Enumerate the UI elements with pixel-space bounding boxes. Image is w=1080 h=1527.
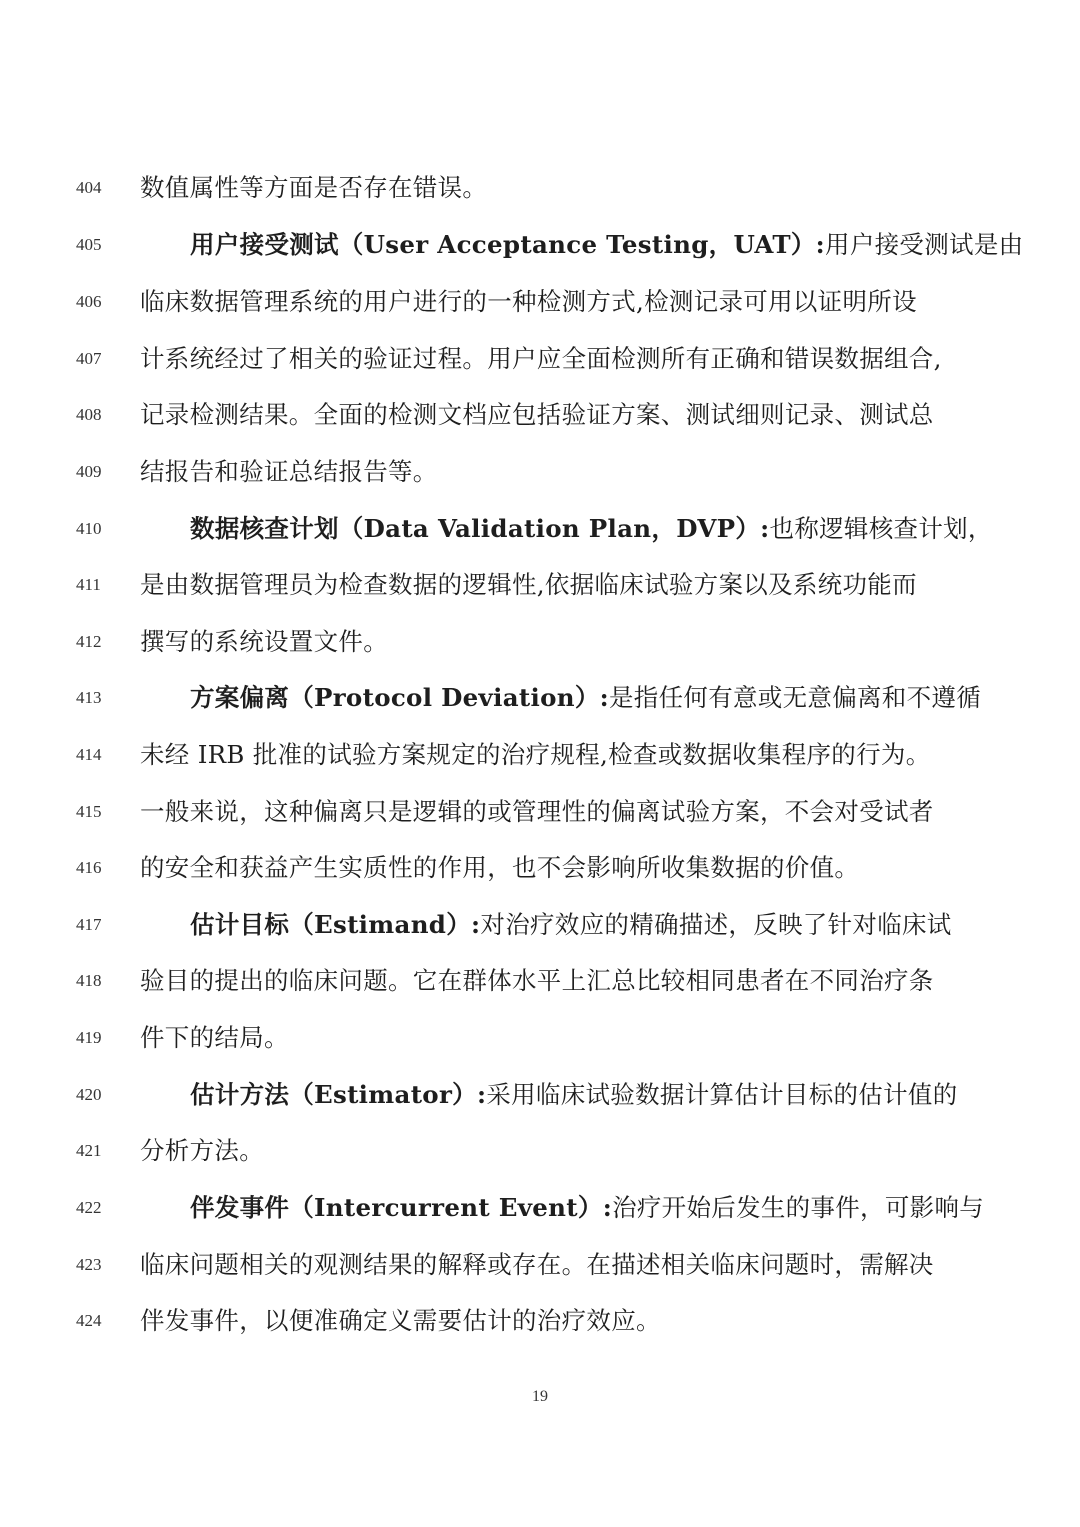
line-number: 408 (76, 405, 102, 424)
line-number: 411 (76, 575, 101, 594)
line-number: 419 (76, 1028, 102, 1047)
line-number: 422 (76, 1198, 102, 1217)
line-number: 410 (76, 519, 102, 538)
line-text: 临床问题相关的观测结果的解释或存在。在描述相关临床问题时，需解决 (140, 1250, 934, 1279)
line-text: 采用临床试验数据计算估计目标的估计值的 (486, 1080, 958, 1109)
line-number: 424 (76, 1311, 102, 1330)
line-text: 是由数据管理员为检查数据的逻辑性,依据临床试验方案以及系统功能而 (140, 570, 917, 599)
line-text: 的安全和获益产生实质性的作用，也不会影响所收集数据的价值。 (140, 853, 860, 882)
line-text: 伴发事件，以便准确定义需要估计的治疗效应。 (140, 1306, 661, 1335)
text-line (0, 282, 1080, 322)
text-line (0, 168, 1080, 208)
line-number: 405 (76, 235, 102, 254)
line-text: 用户接受测试是由 (825, 230, 1024, 259)
text-line (0, 565, 1080, 605)
line-number: 420 (76, 1085, 102, 1104)
text-line (0, 1301, 1080, 1341)
line-text: 件下的结局。 (140, 1023, 289, 1052)
text-line (0, 395, 1080, 435)
text-line (0, 848, 1080, 888)
text-line (0, 622, 1080, 662)
line-text: 撰写的系统设置文件。 (140, 627, 388, 656)
text-line (0, 1075, 1080, 1115)
definition-term: 估计方法（Estimator）: (190, 1080, 487, 1109)
line-text: 记录检测结果。全面的检测文档应包括验证方案、测试细则记录、测试总 (140, 400, 934, 429)
text-line (0, 1018, 1080, 1058)
line-number: 415 (76, 802, 102, 821)
text-line (0, 735, 1080, 775)
line-number: 406 (76, 292, 102, 311)
line-number: 417 (76, 915, 102, 934)
line-number: 423 (76, 1255, 102, 1274)
text-line (0, 1188, 1080, 1228)
line-number: 407 (76, 349, 102, 368)
text-line (0, 1131, 1080, 1171)
line-number: 413 (76, 688, 102, 707)
line-text: 结报告和验证总结报告等。 (140, 457, 438, 486)
line-text: 也称逻辑核查计划， (769, 514, 993, 543)
line-text: 对治疗效应的精确描述，反映了针对临床试 (480, 910, 952, 939)
definition-term: 伴发事件（Intercurrent Event）: (190, 1193, 613, 1222)
line-text: 临床数据管理系统的用户进行的一种检测方式,检测记录可用以证明所设 (140, 287, 917, 316)
line-number: 414 (76, 745, 102, 764)
line-number: 412 (76, 632, 102, 651)
text-line (0, 509, 1080, 549)
text-line (0, 1245, 1080, 1285)
definition-term: 方案偏离（Protocol Deviation）: (190, 683, 609, 712)
line-number: 421 (76, 1141, 102, 1160)
line-text: 治疗开始后发生的事件，可影响与 (612, 1193, 985, 1222)
text-line (0, 792, 1080, 832)
text-line (0, 225, 1080, 265)
text-line (0, 339, 1080, 379)
line-text: 未经 IRB 批准的试验方案规定的治疗规程,检查或数据收集程序的行为。 (140, 740, 931, 769)
line-number: 416 (76, 858, 102, 877)
text-line (0, 452, 1080, 492)
definition-term: 估计目标（Estimand）: (190, 910, 481, 939)
line-text: 是指任何有意或无意偏离和不遵循 (609, 683, 981, 712)
line-text: 数值属性等方面是否存在错误。 (140, 173, 488, 202)
definition-term: 数据核查计划（Data Validation Plan，DVP）: (190, 514, 770, 543)
definition-term: 用户接受测试（User Acceptance Testing，UAT）: (190, 230, 826, 259)
line-number: 409 (76, 462, 102, 481)
line-number: 418 (76, 971, 102, 990)
page-number: 19 (532, 1388, 548, 1405)
line-text: 计系统经过了相关的验证过程。用户应全面检测所有正确和错误数据组合, (140, 344, 942, 373)
line-text: 分析方法。 (140, 1136, 264, 1165)
text-line (0, 961, 1080, 1001)
line-number: 404 (76, 178, 102, 197)
line-text: 验目的提出的临床问题。它在群体水平上汇总比较相同患者在不同治疗条 (140, 966, 934, 995)
line-text: 一般来说，这种偏离只是逻辑的或管理性的偏离试验方案，不会对受试者 (140, 797, 934, 826)
text-line (0, 678, 1080, 718)
text-line (0, 905, 1080, 945)
